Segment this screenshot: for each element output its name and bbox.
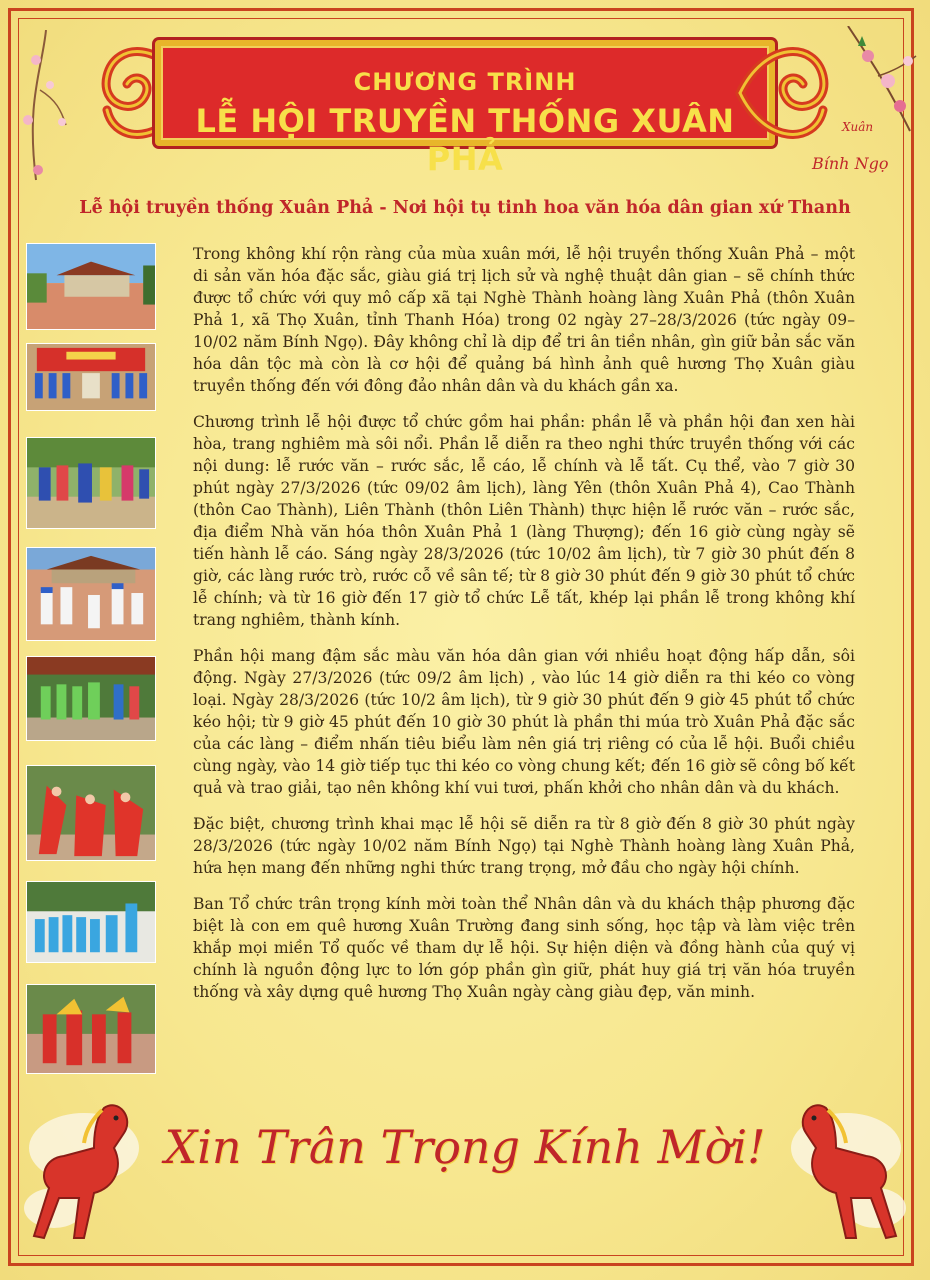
horse-right-icon (766, 1088, 906, 1248)
paragraph-opening: Đặc biệt, chương trình khai mạc lễ hội sẽ diễn ra từ 8 giờ đến 8 giờ 30 phút ngày 28/3/2026 (tức ngày 10/02 năm Bính Ngọ) tại Nghè Thành hoàng làng Xuân Phả, hứa hẹn mang đến những nghi thức trang trọng, mở đầu cho ngày hội chính. (193, 815, 855, 877)
banner-title: LỄ HỘI TRUYỀN THỐNG XUÂN PHẢ (195, 102, 735, 178)
green-costume-dance-photo (26, 656, 156, 741)
temple-courtyard-photo (26, 243, 156, 330)
calligraphy-signature (810, 118, 910, 188)
invitation-text: Xin Trân Trọng Kính Mời! (164, 1120, 766, 1174)
paragraph-ceremony: Chương trình lễ hội được tổ chức gồm hai phần: phần lễ và phần hội đan xen hài hòa, trang nghiêm mà sôi nổi. Phần lễ diễn ra theo nghi thức truyền thống với các nội dung: lễ rước văn – rước sắc, lễ cáo, lễ chính và lễ tất. Cụ thể, vào 7 giờ 30 phút ngày 27/3/2026 (tức 09/02 âm lịch), làng Yên (thôn Xuân Phả 4), Cao Thành (thôn Cao Thành), Liên Thành (thôn Liên Thành) thực hiện lễ rước văn – rước sắc, địa điểm Nhà văn hóa thôn Xuân Phả 1 (làng Thượng); đến 16 giờ cùng ngày sẽ tiến hành lễ cáo. Sáng ngày 28/3/2026 (tức 10/02 âm lịch), từ 7 giờ 30 phút đến 8 giờ, các làng rước trò, rước cỗ về sân tế; từ 8 giờ 30 phút đến 9 giờ 30 phút tổ chức lễ chính; và từ 16 giờ đến 17 giờ tổ chức Lễ tất, khép lại phần lễ trong không khí trang nghiêm, thành kính. (193, 413, 855, 629)
red-costume-dance-photo (26, 765, 156, 861)
signature-line-2: Bính Ngọ (812, 154, 889, 173)
circle-dance-photo (26, 547, 156, 641)
paragraph-festival: Phần hội mang đậm sắc màu văn hóa dân gian với nhiều hoạt động hấp dẫn, sôi động. Ngày 27/3/2026 (tức 09/2 âm lịch) , vào lúc 14 giờ diễn ra thi kéo co vòng loại. Ngày 28/3/2026 (tức 10/2 âm lịch), từ 9 giờ 30 phút đến 9 giờ 45 phút tổ chức kéo hội; từ 9 giờ 45 phút đến 10 giờ 30 phút là phần thi múa trò Xuân Phả đặc sắc của các làng – điểm nhấn tiêu biểu làm nên giá trị riêng có của lễ hội. Buổi chiều cùng ngày, vào 14 giờ tiếp tục thi kéo co vòng chung kết; đến 16 giờ sẽ công bố kết quả và trao giải, tạo nên không khí vui tươi, phấn khởi cho nhân dân và du khách. (193, 647, 855, 797)
paragraph-invitation: Ban Tổ chức trân trọng kính mời toàn thể Nhân dân và du khách thập phương đặc biệt là con em quê hương Xuân Trường đang sinh sống, học tập và làm việc trên khắp mọi miền Tổ quốc về tham dự lễ hội. Sự hiện diện và đồng hành của quý vị chính là nguồn động lực to lớn góp phần gìn giữ, phát huy giá trị văn hóa truyền thống và xây dựng quê hương Thọ Xuân ngày càng giàu đẹp, văn minh. (193, 895, 855, 1001)
signature-line-1: Xuân (842, 120, 874, 134)
plum-blossom-left-icon (16, 30, 76, 190)
banner-heading: CHƯƠNG TRÌNH (353, 68, 577, 96)
red-fan-dance-photo (26, 984, 156, 1074)
banner-frame (155, 40, 775, 178)
title-banner (95, 28, 835, 178)
paragraph-intro: Trong không khí rộn ràng của mùa xuân mới, lễ hội truyền thống Xuân Phả – một di sản văn hóa đặc sắc, giàu giá trị lịch sử và nghệ thuật dân gian – sẽ chính thức được tổ chức với quy mô cấp xã tại Nghè Thành hoàng làng Xuân Phả (thôn Xuân Phả 1, xã Thọ Xuân, tỉnh Thanh Hóa) trong 02 ngày 27–28/3/2026 (tức ngày 09–10/02 năm Bính Ngọ). Đây không chỉ là dịp để tri ân tiền nhân, gìn giữ bản sắc văn hóa dân tộc mà còn là cơ hội để quảng bá hình ảnh quê hương Thọ Xuân giàu truyền thống đến với đông đảo nhân dân và du khách gần xa. (193, 245, 855, 395)
subtitle: Lễ hội truyền thống Xuân Phả - Nơi hội tụ tinh hoa văn hóa dân gian xứ Thanh (79, 198, 851, 218)
blue-costume-dance-photo (26, 881, 156, 963)
body-text (193, 243, 855, 1017)
folk-dance-photo (26, 437, 156, 529)
ceremony-stage-photo (26, 343, 156, 411)
